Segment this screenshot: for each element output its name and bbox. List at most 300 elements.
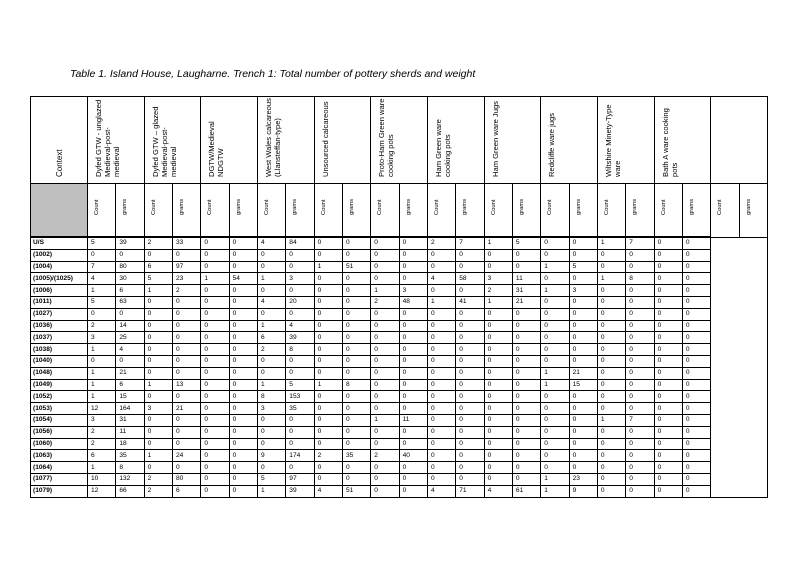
count-cell: 0 bbox=[484, 379, 512, 391]
grams-header bbox=[286, 184, 314, 238]
table-row bbox=[31, 285, 768, 297]
grams-cell: 21 bbox=[172, 403, 200, 415]
grams-cell: 0 bbox=[342, 285, 370, 297]
count-cell: 0 bbox=[144, 426, 172, 438]
grams-cell: 0 bbox=[682, 426, 710, 438]
grams-cell: 0 bbox=[456, 367, 484, 379]
grams-cell: 23 bbox=[569, 473, 597, 485]
grams-cell: 0 bbox=[626, 308, 654, 320]
grams-header bbox=[739, 184, 767, 238]
grams-cell: 0 bbox=[682, 438, 710, 450]
count-cell: 0 bbox=[654, 249, 682, 261]
count-cell: 0 bbox=[427, 285, 455, 297]
count-cell: 0 bbox=[597, 391, 625, 403]
grams-cell: 4 bbox=[286, 320, 314, 332]
group-header-label: Redcliffe ware jugs bbox=[547, 112, 557, 177]
grams-cell: 0 bbox=[399, 249, 427, 261]
count-cell: 0 bbox=[654, 485, 682, 497]
grams-cell: 0 bbox=[172, 344, 200, 356]
grams-cell: 61 bbox=[512, 485, 540, 497]
grams-cell: 2 bbox=[172, 285, 200, 297]
count-label: Count bbox=[660, 199, 667, 215]
grams-cell: 39 bbox=[116, 237, 144, 249]
grams-cell: 0 bbox=[682, 308, 710, 320]
count-cell: 0 bbox=[597, 462, 625, 474]
count-cell: 0 bbox=[484, 414, 512, 426]
group-header bbox=[484, 97, 541, 184]
grams-cell: 35 bbox=[342, 450, 370, 462]
table-row bbox=[31, 403, 768, 415]
context-cell: (1006) bbox=[31, 285, 88, 297]
context-cell: (1005)/(1025) bbox=[31, 273, 88, 285]
grams-cell: 0 bbox=[626, 426, 654, 438]
grams-cell: 0 bbox=[682, 450, 710, 462]
grams-cell: 0 bbox=[512, 344, 540, 356]
grams-header bbox=[342, 184, 370, 238]
group-header bbox=[654, 97, 711, 184]
grams-cell: 0 bbox=[399, 473, 427, 485]
count-cell: 0 bbox=[654, 344, 682, 356]
count-cell: 0 bbox=[257, 308, 285, 320]
grams-cell: 153 bbox=[286, 391, 314, 403]
count-cell: 0 bbox=[257, 355, 285, 367]
grams-cell: 31 bbox=[116, 414, 144, 426]
table-row bbox=[31, 391, 768, 403]
grams-cell: 97 bbox=[286, 473, 314, 485]
count-cell: 0 bbox=[484, 462, 512, 474]
count-cell: 0 bbox=[144, 249, 172, 261]
group-header-label: Ham Green ware cooking pots bbox=[433, 119, 452, 177]
grams-header bbox=[172, 184, 200, 238]
count-cell: 0 bbox=[201, 473, 229, 485]
count-cell: 0 bbox=[314, 332, 342, 344]
grams-cell: 48 bbox=[399, 296, 427, 308]
grams-cell: 0 bbox=[626, 285, 654, 297]
grams-cell: 0 bbox=[682, 285, 710, 297]
table-row bbox=[31, 426, 768, 438]
count-cell: 1 bbox=[201, 273, 229, 285]
count-cell: 0 bbox=[427, 426, 455, 438]
context-cell: (1002) bbox=[31, 249, 88, 261]
context-cell: (1027) bbox=[31, 308, 88, 320]
group-header bbox=[88, 97, 145, 184]
count-cell: 0 bbox=[257, 367, 285, 379]
count-cell: 3 bbox=[144, 403, 172, 415]
grams-cell: 0 bbox=[682, 273, 710, 285]
table-row bbox=[31, 273, 768, 285]
grams-cell: 0 bbox=[342, 332, 370, 344]
grams-cell: 0 bbox=[626, 438, 654, 450]
grams-cell: 0 bbox=[286, 249, 314, 261]
grams-cell: 0 bbox=[682, 355, 710, 367]
group-header bbox=[257, 97, 314, 184]
count-label: Count bbox=[547, 199, 554, 215]
count-cell: 1 bbox=[257, 273, 285, 285]
grams-cell: 0 bbox=[456, 426, 484, 438]
count-cell: 0 bbox=[427, 261, 455, 273]
grams-cell: 0 bbox=[229, 249, 257, 261]
count-cell: 0 bbox=[597, 296, 625, 308]
grams-cell: 0 bbox=[342, 391, 370, 403]
count-cell: 0 bbox=[201, 237, 229, 249]
count-cell: 0 bbox=[314, 403, 342, 415]
grams-cell: 0 bbox=[512, 367, 540, 379]
table-row bbox=[31, 473, 768, 485]
count-cell: 0 bbox=[484, 367, 512, 379]
count-cell: 0 bbox=[144, 438, 172, 450]
grams-cell: 0 bbox=[682, 367, 710, 379]
count-cell: 0 bbox=[314, 462, 342, 474]
context-sub-header bbox=[31, 184, 88, 238]
count-cell: 0 bbox=[541, 414, 569, 426]
grams-cell: 0 bbox=[682, 249, 710, 261]
count-cell: 1 bbox=[541, 379, 569, 391]
count-cell: 0 bbox=[201, 332, 229, 344]
grams-cell: 0 bbox=[512, 320, 540, 332]
grams-cell: 0 bbox=[682, 403, 710, 415]
table-row bbox=[31, 237, 768, 249]
grams-cell: 0 bbox=[342, 296, 370, 308]
grams-cell: 39 bbox=[286, 485, 314, 497]
grams-cell: 0 bbox=[229, 391, 257, 403]
count-cell: 4 bbox=[314, 485, 342, 497]
count-cell: 1 bbox=[541, 285, 569, 297]
count-cell: 0 bbox=[654, 403, 682, 415]
grams-cell: 0 bbox=[229, 237, 257, 249]
grams-cell: 0 bbox=[512, 249, 540, 261]
count-cell: 0 bbox=[427, 355, 455, 367]
grams-cell: 0 bbox=[342, 237, 370, 249]
grams-cell: 132 bbox=[116, 473, 144, 485]
table-body bbox=[31, 237, 768, 497]
count-cell: 0 bbox=[371, 332, 399, 344]
count-cell: 0 bbox=[654, 391, 682, 403]
count-cell: 0 bbox=[484, 426, 512, 438]
count-cell: 7 bbox=[88, 261, 116, 273]
grams-cell: 0 bbox=[229, 450, 257, 462]
group-header bbox=[144, 97, 201, 184]
count-cell: 0 bbox=[597, 332, 625, 344]
count-cell: 0 bbox=[257, 249, 285, 261]
count-cell: 0 bbox=[597, 344, 625, 356]
grams-cell: 0 bbox=[456, 438, 484, 450]
grams-header bbox=[229, 184, 257, 238]
grams-cell: 0 bbox=[172, 355, 200, 367]
grams-cell: 0 bbox=[456, 332, 484, 344]
grams-cell: 0 bbox=[172, 296, 200, 308]
grams-cell: 0 bbox=[229, 308, 257, 320]
count-cell: 0 bbox=[654, 462, 682, 474]
grams-cell: 15 bbox=[116, 391, 144, 403]
count-cell: 1 bbox=[541, 473, 569, 485]
grams-cell: 0 bbox=[626, 391, 654, 403]
grams-cell: 174 bbox=[286, 450, 314, 462]
count-cell: 0 bbox=[427, 249, 455, 261]
count-cell: 0 bbox=[201, 450, 229, 462]
grams-cell: 40 bbox=[399, 450, 427, 462]
grams-cell: 0 bbox=[399, 261, 427, 273]
count-header bbox=[88, 184, 116, 238]
count-cell: 0 bbox=[654, 285, 682, 297]
count-cell: 0 bbox=[484, 355, 512, 367]
grams-cell: 58 bbox=[456, 273, 484, 285]
count-label: Count bbox=[603, 199, 610, 215]
count-cell: 0 bbox=[427, 367, 455, 379]
grams-header bbox=[456, 184, 484, 238]
table-row bbox=[31, 379, 768, 391]
count-cell: 12 bbox=[88, 403, 116, 415]
grams-cell: 7 bbox=[626, 414, 654, 426]
count-cell: 0 bbox=[597, 249, 625, 261]
count-cell: 1 bbox=[484, 237, 512, 249]
grams-cell: 0 bbox=[172, 391, 200, 403]
count-cell: 0 bbox=[201, 379, 229, 391]
grams-label: grams bbox=[518, 198, 525, 216]
count-label: Count bbox=[433, 199, 440, 215]
count-cell: 0 bbox=[427, 414, 455, 426]
group-header-label: Unsourced calcareous bbox=[320, 101, 330, 177]
context-cell: (1037) bbox=[31, 332, 88, 344]
grams-cell: 30 bbox=[116, 273, 144, 285]
grams-cell: 0 bbox=[342, 462, 370, 474]
count-cell: 0 bbox=[314, 426, 342, 438]
table-row bbox=[31, 450, 768, 462]
count-cell: 10 bbox=[88, 473, 116, 485]
grams-cell: 0 bbox=[682, 320, 710, 332]
count-cell: 0 bbox=[541, 426, 569, 438]
grams-cell: 21 bbox=[512, 296, 540, 308]
count-cell: 0 bbox=[371, 249, 399, 261]
count-cell: 0 bbox=[144, 391, 172, 403]
count-cell: 1 bbox=[314, 261, 342, 273]
grams-cell: 0 bbox=[342, 403, 370, 415]
count-cell: 0 bbox=[541, 332, 569, 344]
count-cell: 5 bbox=[144, 273, 172, 285]
count-cell: 0 bbox=[484, 473, 512, 485]
grams-cell: 35 bbox=[116, 450, 144, 462]
count-cell: 0 bbox=[371, 355, 399, 367]
count-cell: 0 bbox=[371, 485, 399, 497]
grams-cell: 0 bbox=[172, 426, 200, 438]
count-cell: 0 bbox=[144, 462, 172, 474]
count-cell: 0 bbox=[314, 473, 342, 485]
count-cell: 0 bbox=[654, 379, 682, 391]
grams-cell: 0 bbox=[682, 414, 710, 426]
count-cell: 5 bbox=[88, 237, 116, 249]
grams-cell: 0 bbox=[342, 355, 370, 367]
context-cell: (1049) bbox=[31, 379, 88, 391]
grams-cell: 0 bbox=[456, 473, 484, 485]
count-cell: 2 bbox=[371, 296, 399, 308]
grams-cell: 0 bbox=[399, 462, 427, 474]
context-cell: (1079) bbox=[31, 485, 88, 497]
grams-cell: 0 bbox=[626, 355, 654, 367]
count-cell: 4 bbox=[257, 237, 285, 249]
context-cell: (1038) bbox=[31, 344, 88, 356]
count-cell: 2 bbox=[88, 320, 116, 332]
grams-header bbox=[682, 184, 710, 238]
count-cell: 1 bbox=[597, 414, 625, 426]
grams-cell: 0 bbox=[399, 485, 427, 497]
grams-cell: 63 bbox=[116, 296, 144, 308]
count-cell: 0 bbox=[484, 249, 512, 261]
grams-label: grams bbox=[575, 198, 582, 216]
count-cell: 0 bbox=[427, 450, 455, 462]
count-cell: 1 bbox=[88, 391, 116, 403]
grams-cell: 0 bbox=[626, 379, 654, 391]
count-cell: 0 bbox=[144, 355, 172, 367]
count-cell: 0 bbox=[484, 261, 512, 273]
count-cell: 0 bbox=[371, 320, 399, 332]
count-cell: 0 bbox=[314, 308, 342, 320]
count-cell: 0 bbox=[371, 367, 399, 379]
grams-cell: 0 bbox=[456, 403, 484, 415]
grams-cell: 0 bbox=[626, 332, 654, 344]
count-cell: 1 bbox=[88, 462, 116, 474]
grams-cell: 0 bbox=[569, 438, 597, 450]
grams-cell: 23 bbox=[172, 273, 200, 285]
count-cell: 0 bbox=[484, 308, 512, 320]
count-cell: 0 bbox=[257, 285, 285, 297]
count-cell: 0 bbox=[597, 379, 625, 391]
count-cell: 0 bbox=[201, 438, 229, 450]
grams-cell: 0 bbox=[399, 355, 427, 367]
grams-cell: 21 bbox=[116, 367, 144, 379]
grams-cell: 0 bbox=[229, 403, 257, 415]
count-label: Count bbox=[490, 199, 497, 215]
grams-cell: 0 bbox=[399, 237, 427, 249]
grams-header bbox=[116, 184, 144, 238]
count-label: Count bbox=[320, 199, 327, 215]
count-cell: 0 bbox=[88, 355, 116, 367]
count-header bbox=[201, 184, 229, 238]
count-cell: 0 bbox=[597, 367, 625, 379]
count-cell: 0 bbox=[314, 249, 342, 261]
grams-cell: 66 bbox=[116, 485, 144, 497]
count-cell: 0 bbox=[541, 391, 569, 403]
grams-cell: 0 bbox=[569, 308, 597, 320]
grams-cell: 0 bbox=[286, 355, 314, 367]
count-cell: 1 bbox=[88, 379, 116, 391]
context-cell: (1052) bbox=[31, 391, 88, 403]
grams-cell: 24 bbox=[172, 450, 200, 462]
count-cell: 0 bbox=[88, 308, 116, 320]
context-cell: (1048) bbox=[31, 367, 88, 379]
grams-cell: 54 bbox=[229, 273, 257, 285]
grams-cell: 0 bbox=[569, 450, 597, 462]
count-cell: 0 bbox=[654, 473, 682, 485]
table-row bbox=[31, 344, 768, 356]
grams-cell: 0 bbox=[682, 344, 710, 356]
group-header-label: DGTW/Medieval NDGTW bbox=[207, 121, 226, 177]
count-cell: 2 bbox=[257, 344, 285, 356]
count-label: Count bbox=[717, 199, 724, 215]
count-header bbox=[144, 184, 172, 238]
count-cell: 0 bbox=[654, 237, 682, 249]
grams-cell: 0 bbox=[399, 438, 427, 450]
grams-cell: 0 bbox=[229, 285, 257, 297]
grams-cell: 0 bbox=[456, 285, 484, 297]
table-row bbox=[31, 485, 768, 497]
table-row bbox=[31, 332, 768, 344]
count-cell: 0 bbox=[654, 450, 682, 462]
grams-cell: 0 bbox=[626, 473, 654, 485]
grams-cell: 0 bbox=[569, 403, 597, 415]
pottery-table bbox=[30, 96, 768, 498]
grams-cell: 0 bbox=[399, 344, 427, 356]
grams-cell: 0 bbox=[456, 379, 484, 391]
count-header bbox=[427, 184, 455, 238]
count-cell: 0 bbox=[144, 344, 172, 356]
grams-cell: 0 bbox=[512, 261, 540, 273]
group-header bbox=[314, 97, 371, 184]
grams-cell: 0 bbox=[229, 462, 257, 474]
grams-cell: 0 bbox=[512, 391, 540, 403]
grams-cell: 3 bbox=[399, 285, 427, 297]
grams-cell: 0 bbox=[682, 485, 710, 497]
count-cell: 1 bbox=[144, 285, 172, 297]
grams-cell: 0 bbox=[569, 296, 597, 308]
count-cell: 0 bbox=[541, 450, 569, 462]
grams-label: grams bbox=[348, 198, 355, 216]
grams-cell: 0 bbox=[512, 355, 540, 367]
grams-cell: 0 bbox=[342, 426, 370, 438]
count-cell: 0 bbox=[597, 473, 625, 485]
context-cell: U/S bbox=[31, 237, 88, 249]
grams-cell: 18 bbox=[116, 438, 144, 450]
grams-header bbox=[399, 184, 427, 238]
count-cell: 0 bbox=[484, 332, 512, 344]
count-cell: 1 bbox=[144, 379, 172, 391]
group-header-label: Dyfed GTW – glazed Medieval-post-medieval bbox=[150, 106, 178, 177]
count-cell: 0 bbox=[88, 249, 116, 261]
table-row bbox=[31, 320, 768, 332]
grams-cell: 0 bbox=[682, 237, 710, 249]
count-label: Count bbox=[377, 199, 384, 215]
grams-cell: 0 bbox=[229, 332, 257, 344]
grams-cell: 0 bbox=[569, 391, 597, 403]
count-cell: 3 bbox=[484, 273, 512, 285]
table-row bbox=[31, 355, 768, 367]
grams-cell: 0 bbox=[399, 308, 427, 320]
count-cell: 0 bbox=[654, 426, 682, 438]
count-cell: 0 bbox=[314, 237, 342, 249]
count-cell: 1 bbox=[144, 450, 172, 462]
group-header-label: Ham Green ware Jugs bbox=[490, 101, 500, 177]
grams-cell: 0 bbox=[342, 473, 370, 485]
count-cell: 0 bbox=[541, 320, 569, 332]
count-cell: 0 bbox=[201, 462, 229, 474]
grams-cell: 0 bbox=[342, 308, 370, 320]
count-cell: 0 bbox=[484, 320, 512, 332]
grams-label: grams bbox=[632, 198, 639, 216]
count-cell: 0 bbox=[314, 285, 342, 297]
count-cell: 0 bbox=[371, 308, 399, 320]
count-cell: 0 bbox=[314, 391, 342, 403]
grams-label: grams bbox=[688, 198, 695, 216]
count-cell: 0 bbox=[541, 403, 569, 415]
count-cell: 5 bbox=[88, 296, 116, 308]
count-cell: 0 bbox=[484, 403, 512, 415]
count-cell: 1 bbox=[484, 296, 512, 308]
count-cell: 0 bbox=[427, 438, 455, 450]
grams-cell: 0 bbox=[569, 414, 597, 426]
grams-cell: 0 bbox=[569, 426, 597, 438]
grams-cell: 0 bbox=[399, 320, 427, 332]
grams-cell: 0 bbox=[172, 414, 200, 426]
count-cell: 0 bbox=[597, 426, 625, 438]
table-row bbox=[31, 367, 768, 379]
